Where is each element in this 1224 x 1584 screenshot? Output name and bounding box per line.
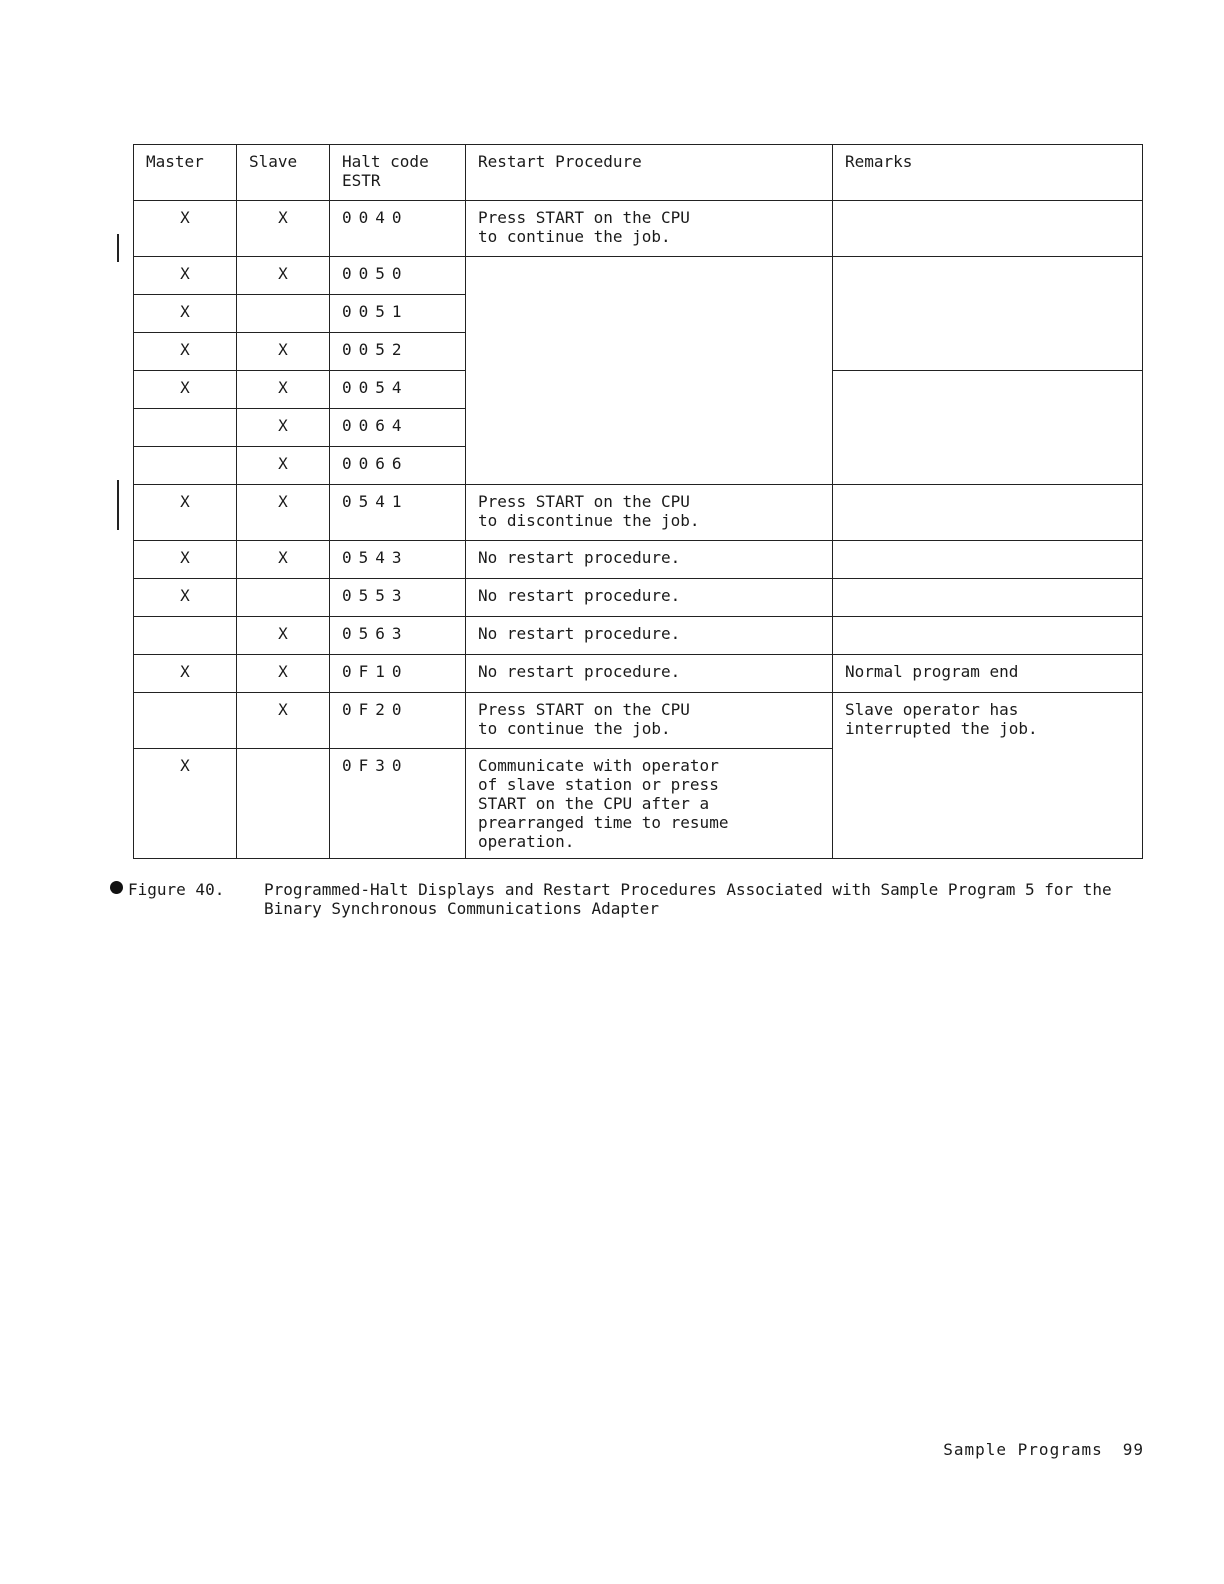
slave-cell [237, 749, 330, 859]
header-slave: Slave [237, 145, 330, 201]
restart-cell: No restart procedure. [466, 541, 833, 579]
restart-cell: Press START on the CPU to discontinue the job. [466, 485, 833, 541]
remarks-cell [833, 257, 1143, 371]
slave-cell: X [237, 617, 330, 655]
slave-cell: X [237, 371, 330, 409]
remarks-cell [833, 371, 1143, 485]
halt-code-cell: 0052 [330, 333, 466, 371]
revision-bar [117, 234, 119, 262]
header-master: Master [134, 145, 237, 201]
revision-bar [117, 480, 119, 530]
halt-code-cell: 0050 [330, 257, 466, 295]
slave-cell: X [237, 447, 330, 485]
master-cell: X [134, 749, 237, 859]
slave-cell: X [237, 541, 330, 579]
page-footer [943, 1440, 1144, 1459]
remarks-cell: Normal program end [833, 655, 1143, 693]
halt-code-cell: 0F30 [330, 749, 466, 859]
master-cell: X [134, 201, 237, 257]
halt-code-cell: 0066 [330, 447, 466, 485]
master-cell [134, 409, 237, 447]
slave-cell: X [237, 655, 330, 693]
table-row [134, 201, 1143, 257]
master-cell: X [134, 485, 237, 541]
restart-cell: Press START on the CPU to continue the job. [466, 201, 833, 257]
table-row [134, 693, 1143, 749]
figure-caption-text: Programmed-Halt Displays and Restart Procedures Associated with Sample Program 5 for the Binary Synchronous Communications Adapter [264, 880, 1112, 918]
restart-cell: No restart procedure. [466, 617, 833, 655]
halt-code-cell: 0541 [330, 485, 466, 541]
slave-cell: X [237, 257, 330, 295]
table-row [134, 257, 1143, 295]
remarks-cell [833, 201, 1143, 257]
header-restart-procedure: Restart Procedure [466, 145, 833, 201]
table-row [134, 541, 1143, 579]
master-cell: X [134, 257, 237, 295]
footer-section-title: Sample Programs [943, 1440, 1103, 1459]
restart-cell: Communicate with operator of slave station or press START on the CPU after a prearranged time to resume operation. [466, 749, 833, 859]
master-cell: X [134, 371, 237, 409]
remarks-cell [833, 541, 1143, 579]
master-cell: X [134, 295, 237, 333]
slave-cell: X [237, 409, 330, 447]
halt-code-cell: 0F10 [330, 655, 466, 693]
restart-cell: Press START on the CPU to continue the job. [466, 693, 833, 749]
slave-cell [237, 295, 330, 333]
header-remarks: Remarks [833, 145, 1143, 201]
table-row [134, 579, 1143, 617]
table-row [134, 485, 1143, 541]
master-cell: X [134, 579, 237, 617]
header-halt-code: Halt code ESTR [330, 145, 466, 201]
restart-cell [466, 257, 833, 485]
page-number: 99 [1122, 1440, 1144, 1459]
restart-cell: No restart procedure. [466, 655, 833, 693]
master-cell: X [134, 655, 237, 693]
remarks-cell: Slave operator has interrupted the job. [833, 693, 1143, 859]
remarks-cell [833, 579, 1143, 617]
bullet-icon [110, 881, 123, 894]
slave-cell: X [237, 485, 330, 541]
table-header-row [134, 145, 1143, 201]
master-cell [134, 617, 237, 655]
halt-code-cell: 0064 [330, 409, 466, 447]
table-row [134, 655, 1143, 693]
figure-label: Figure 40. [128, 880, 225, 899]
remarks-cell [833, 617, 1143, 655]
slave-cell [237, 579, 330, 617]
master-cell [134, 693, 237, 749]
remarks-cell [833, 485, 1143, 541]
table-row [134, 617, 1143, 655]
halt-code-cell: 0051 [330, 295, 466, 333]
halt-code-table [133, 144, 1143, 859]
halt-code-cell: 0F20 [330, 693, 466, 749]
halt-code-cell: 0553 [330, 579, 466, 617]
halt-code-cell: 0543 [330, 541, 466, 579]
halt-code-cell: 0040 [330, 201, 466, 257]
restart-cell: No restart procedure. [466, 579, 833, 617]
halt-code-cell: 0563 [330, 617, 466, 655]
slave-cell: X [237, 693, 330, 749]
master-cell [134, 447, 237, 485]
halt-code-cell: 0054 [330, 371, 466, 409]
slave-cell: X [237, 333, 330, 371]
slave-cell: X [237, 201, 330, 257]
master-cell: X [134, 333, 237, 371]
master-cell: X [134, 541, 237, 579]
